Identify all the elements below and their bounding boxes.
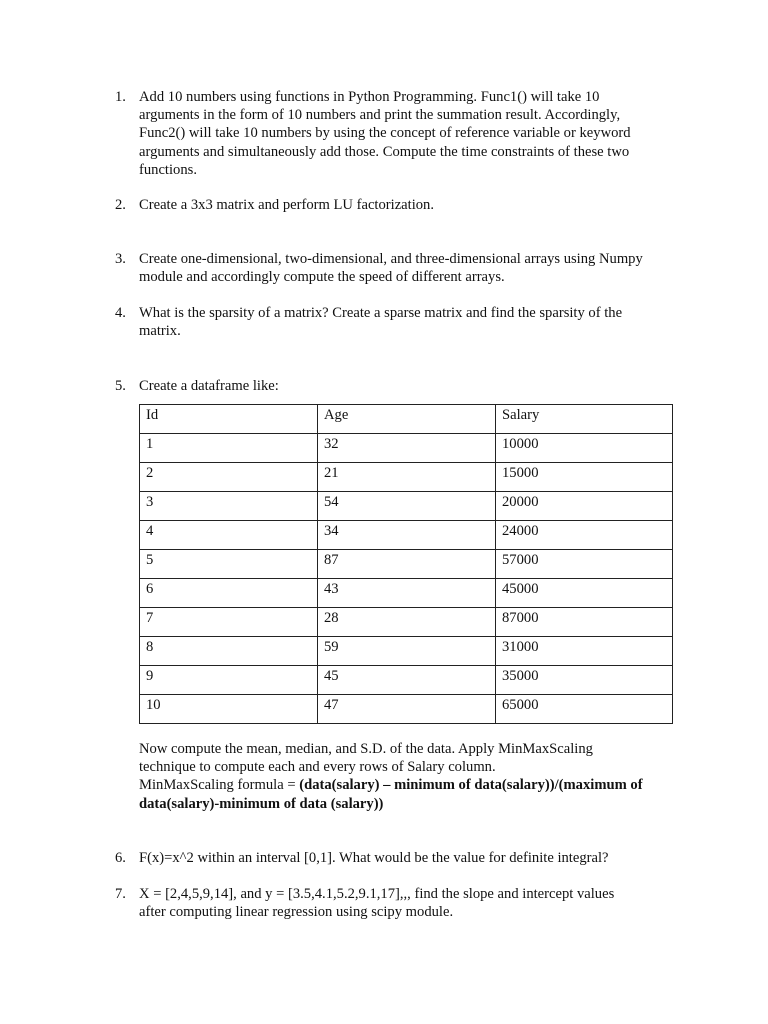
cell-id: 8	[140, 637, 318, 666]
column-header-salary: Salary	[496, 405, 673, 434]
question-number: 2.	[115, 197, 126, 213]
cell-salary: 87000	[496, 608, 673, 637]
question-text: Create one-dimensional, two-dimensional, and three-dimensional arrays using Numpy module and accordingly compute the speed of different arrays.	[139, 251, 643, 286]
formula-expression-continued: data(salary)-minimum of data (salary))	[139, 795, 384, 812]
question-number: 5.	[115, 378, 126, 394]
cell-id: 5	[140, 550, 318, 579]
cell-age: 54	[318, 492, 496, 521]
cell-id: 4	[140, 521, 318, 550]
column-header-id: Id	[140, 405, 318, 434]
cell-id: 3	[140, 492, 318, 521]
cell-salary: 31000	[496, 637, 673, 666]
table-row	[140, 521, 673, 550]
instruction-line: Now compute the mean, median, and S.D. of the data. Apply MinMaxScaling	[139, 741, 593, 757]
table-header-row	[140, 405, 673, 434]
formula-label: MinMaxScaling formula =	[139, 777, 300, 794]
cell-id: 9	[140, 666, 318, 695]
minmax-instructions	[139, 740, 689, 813]
cell-id: 10	[140, 695, 318, 724]
table-row	[140, 637, 673, 666]
cell-age: 28	[318, 608, 496, 637]
instruction-line: technique to compute each and every rows of Salary column.	[139, 759, 496, 776]
table-row	[140, 550, 673, 579]
question-1	[115, 88, 685, 179]
dataframe-table	[139, 404, 673, 724]
cell-id: 1	[140, 434, 318, 463]
question-number: 1.	[115, 89, 126, 105]
cell-salary: 24000	[496, 521, 673, 550]
question-text: What is the sparsity of a matrix? Create a sparse matrix and find the sparsity of the matrix.	[139, 305, 623, 340]
question-text: Create a 3x3 matrix and perform LU factorization.	[139, 197, 434, 213]
formula-line	[139, 776, 689, 794]
question-number: 7.	[115, 886, 126, 902]
cell-salary: 35000	[496, 666, 673, 695]
question-text: F(x)=x^2 within an interval [0,1]. What would be the value for definite integral?	[139, 850, 609, 866]
question-text: Add 10 numbers using functions in Python Programming. Func1() will take 10 arguments in the form of 10 numbers and print the summation result. Accordingly, Func2() will take 10 numbers by using the concept of reference variable or keyword arguments and simultaneously add those. Compute the time constraints of these two functions.	[139, 89, 631, 178]
table-row	[140, 492, 673, 521]
cell-age: 43	[318, 579, 496, 608]
table-row	[140, 579, 673, 608]
question-5	[115, 377, 685, 395]
cell-id: 6	[140, 579, 318, 608]
question-number: 6.	[115, 850, 126, 866]
question-6	[115, 849, 685, 867]
question-7	[115, 885, 685, 921]
cell-salary: 10000	[496, 434, 673, 463]
cell-age: 87	[318, 550, 496, 579]
cell-id: 2	[140, 463, 318, 492]
formula-expression: (data(salary) – minimum of data(salary))/(maximum of	[299, 777, 643, 794]
question-3	[115, 250, 685, 286]
column-header-age: Age	[318, 405, 496, 434]
cell-salary: 45000	[496, 579, 673, 608]
table-row	[140, 666, 673, 695]
table-row	[140, 463, 673, 492]
cell-salary: 20000	[496, 492, 673, 521]
table-row	[140, 608, 673, 637]
question-number: 4.	[115, 305, 126, 321]
cell-salary: 15000	[496, 463, 673, 492]
cell-age: 45	[318, 666, 496, 695]
question-4	[115, 304, 685, 340]
cell-age: 34	[318, 521, 496, 550]
cell-age: 21	[318, 463, 496, 492]
cell-id: 7	[140, 608, 318, 637]
table-row	[140, 695, 673, 724]
question-number: 3.	[115, 251, 126, 267]
table-row	[140, 434, 673, 463]
cell-age: 32	[318, 434, 496, 463]
question-2	[115, 196, 685, 214]
cell-age: 47	[318, 695, 496, 724]
question-text: X = [2,4,5,9,14], and y = [3.5,4.1,5.2,9.1,17],,, find the slope and intercept values after computing linear regression using scipy module.	[139, 886, 615, 921]
question-text: Create a dataframe like:	[139, 378, 279, 394]
cell-salary: 65000	[496, 695, 673, 724]
cell-age: 59	[318, 637, 496, 666]
cell-salary: 57000	[496, 550, 673, 579]
